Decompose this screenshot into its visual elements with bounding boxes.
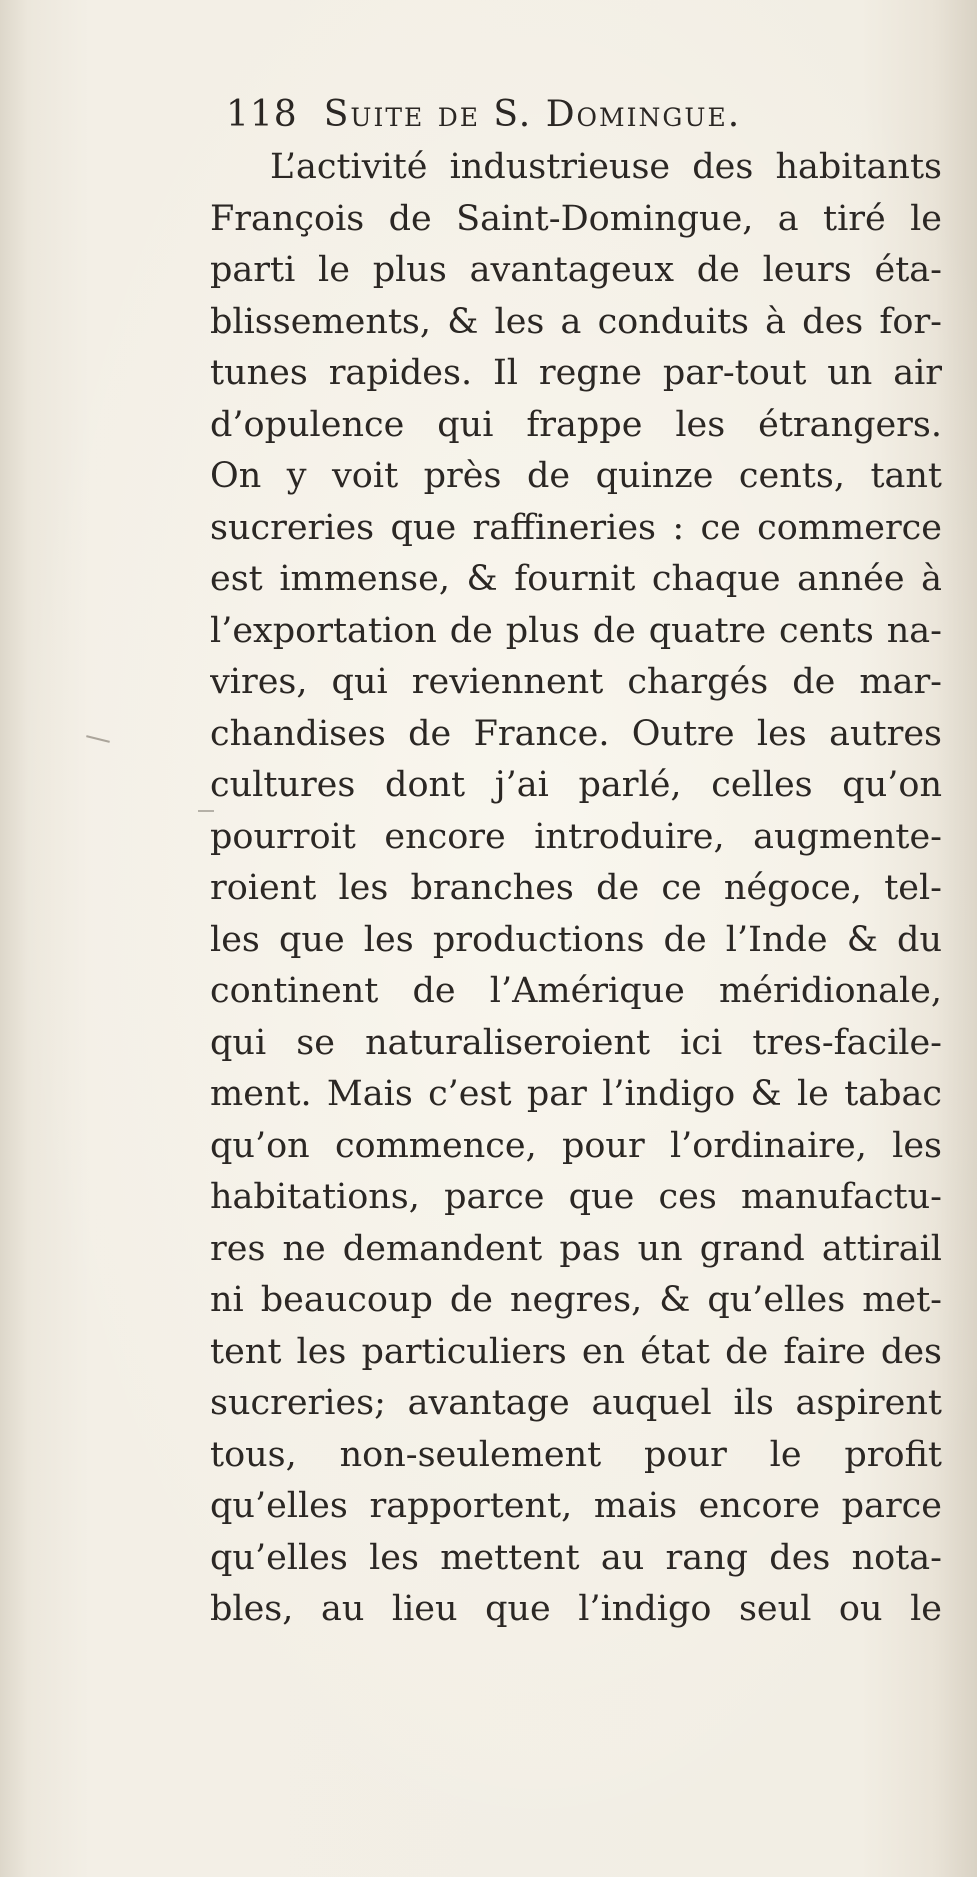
running-head-title: Suite de S. Domingue. (323, 94, 742, 135)
text-line: sucreries que raffineries : ce commerce (210, 507, 942, 548)
text-line: tous, non-seulement pour le profit (210, 1434, 942, 1475)
text-line: tunes rapides. Il regne par-tout un air (210, 353, 942, 393)
text-line: pourroit encore introduire, augmente- (210, 816, 942, 857)
text-line: d’opulence qui frappe les étrangers. (210, 404, 942, 445)
text-line: sucreries; avantage auquel ils aspirent (210, 1383, 942, 1423)
text-line: habitations, parce que ces manufactu- (210, 1177, 942, 1217)
text-line: L’activité industrieuse des habitants (270, 147, 942, 187)
text-line: l’exportation de plus de quatre cents na- (210, 610, 942, 651)
running-head (226, 92, 926, 138)
text-line: ment. Mais c’est par l’indigo & le tabac (210, 1074, 942, 1114)
text-line: roient les branches de ce négoce, tel- (210, 868, 942, 908)
text-line: ni beaucoup de negres, & qu’elles met- (210, 1280, 942, 1320)
text-line: les que les productions de l’Inde & du (210, 919, 942, 960)
body-text (210, 142, 942, 1636)
text-line: qu’on commence, pour l’ordinaire, les (210, 1125, 942, 1166)
text-line: On y voit près de quinze cents, tant (210, 456, 942, 496)
page-number: 118 (226, 94, 298, 135)
text-line: parti le plus avantageux de leurs éta- (210, 250, 942, 290)
text-line: chandises de France. Outre les autres (210, 713, 942, 754)
text-line: cultures dont j’ai parlé, celles qu’on (210, 765, 942, 805)
margin-pencil-mark (86, 735, 110, 743)
text-line: continent de l’Amérique méridionale, (210, 971, 942, 1011)
text-line: res ne demandent pas un grand attirail (210, 1228, 942, 1269)
text-line: bles, au lieu que l’indigo seul ou le (210, 1589, 942, 1629)
text-line: qu’elles rapportent, mais encore parce (210, 1486, 942, 1526)
text-line: vires, qui reviennent chargés de mar- (210, 662, 942, 702)
text-line: tent les particuliers en état de faire des (210, 1331, 942, 1372)
text-line: est immense, & fournit chaque année à (210, 559, 942, 599)
text-line: qu’elles les mettent au rang des nota- (210, 1537, 942, 1578)
text-line: François de Saint-Domingue, a tiré le (210, 198, 942, 239)
text-line: blissements, & les a conduits à des for- (210, 301, 942, 342)
text-line: qui se naturaliseroient ici tres-facile- (210, 1022, 942, 1063)
